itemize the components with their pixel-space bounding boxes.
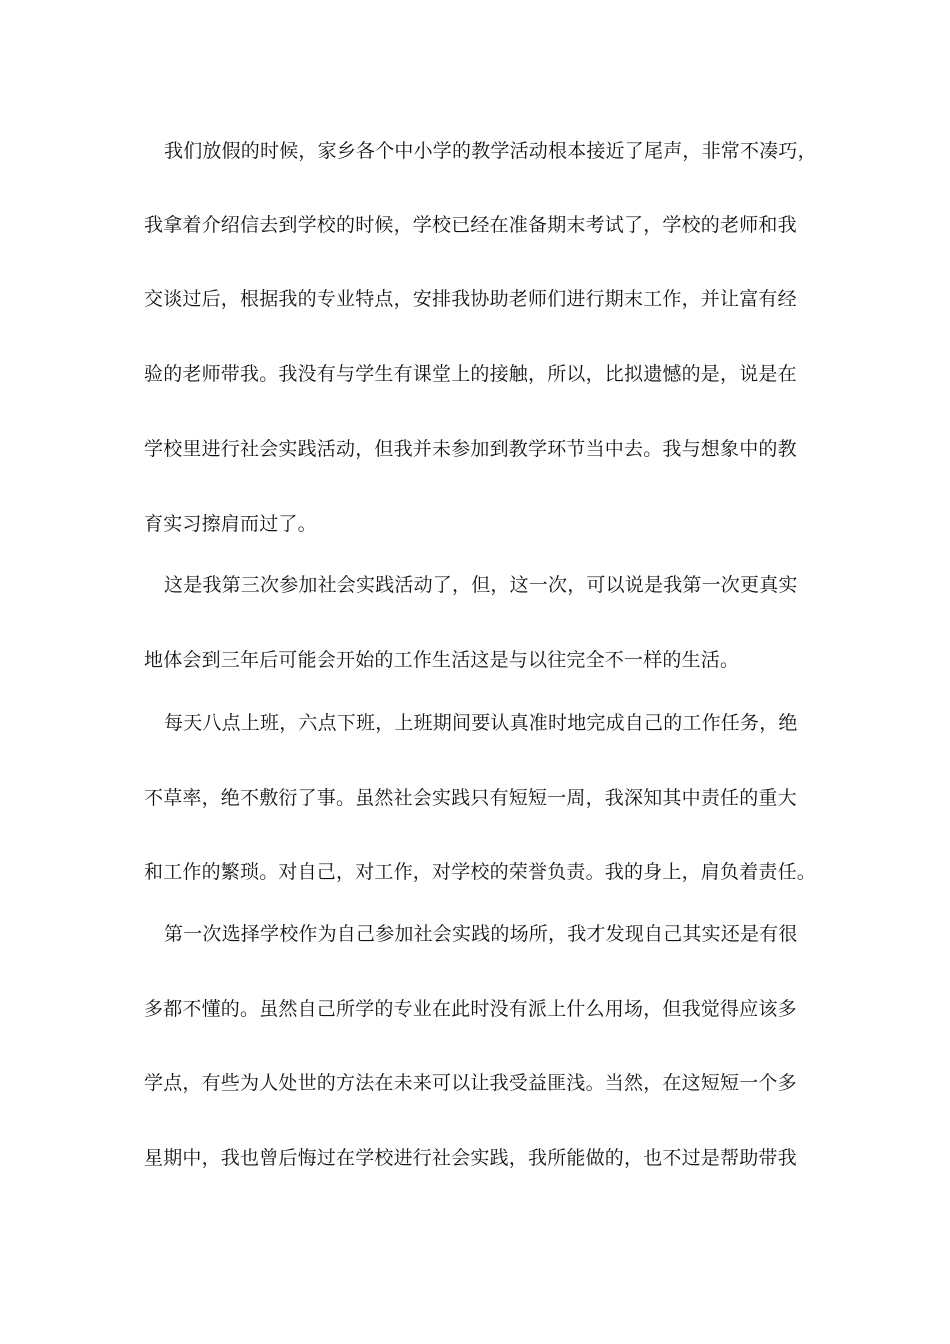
text-line: 和工作的繁琐。对自己，对工作，对学校的荣誉负责。我的身上，肩负着责任。 (144, 861, 817, 883)
text-line: 育实习擦肩而过了。 (144, 513, 317, 535)
text-line: 不草率，绝不敷衍了事。虽然社会实践只有短短一周，我深知其中责任的重大 (144, 787, 797, 809)
text-line: 星期中，我也曾后悔过在学校进行社会实践，我所能做的，也不过是帮助带我 (144, 1147, 797, 1169)
text-line: 交谈过后，根据我的专业特点，安排我协助老师们进行期末工作，并让富有经 (144, 288, 797, 310)
text-line: 我们放假的时候，家乡各个中小学的教学活动根本接近了尾声，非常不凑巧， (164, 140, 817, 162)
text-line: 多都不懂的。虽然自己所学的专业在此时没有派上什么用场，但我觉得应该多 (144, 998, 797, 1020)
text-line: 学校里进行社会实践活动，但我并未参加到教学环节当中去。我与想象中的教 (144, 438, 797, 460)
text-line: 这是我第三次参加社会实践活动了，但，这一次，可以说是我第一次更真实 (164, 574, 798, 596)
text-line: 每天八点上班，六点下班，上班期间要认真准时地完成自己的工作任务，绝 (164, 712, 798, 734)
text-line: 验的老师带我。我没有与学生有课堂上的接触，所以，比拟遗憾的是，说是在 (144, 363, 797, 385)
text-line: 我拿着介绍信去到学校的时候，学校已经在准备期末考试了，学校的老师和我 (144, 214, 797, 236)
text-line: 学点，有些为人处世的方法在未来可以让我受益匪浅。当然，在这短短一个多 (144, 1072, 797, 1094)
text-line: 第一次选择学校作为自己参加社会实践的场所，我才发现自己其实还是有很 (164, 923, 798, 945)
text-line: 地体会到三年后可能会开始的工作生活这是与以往完全不一样的生活。 (144, 649, 740, 671)
